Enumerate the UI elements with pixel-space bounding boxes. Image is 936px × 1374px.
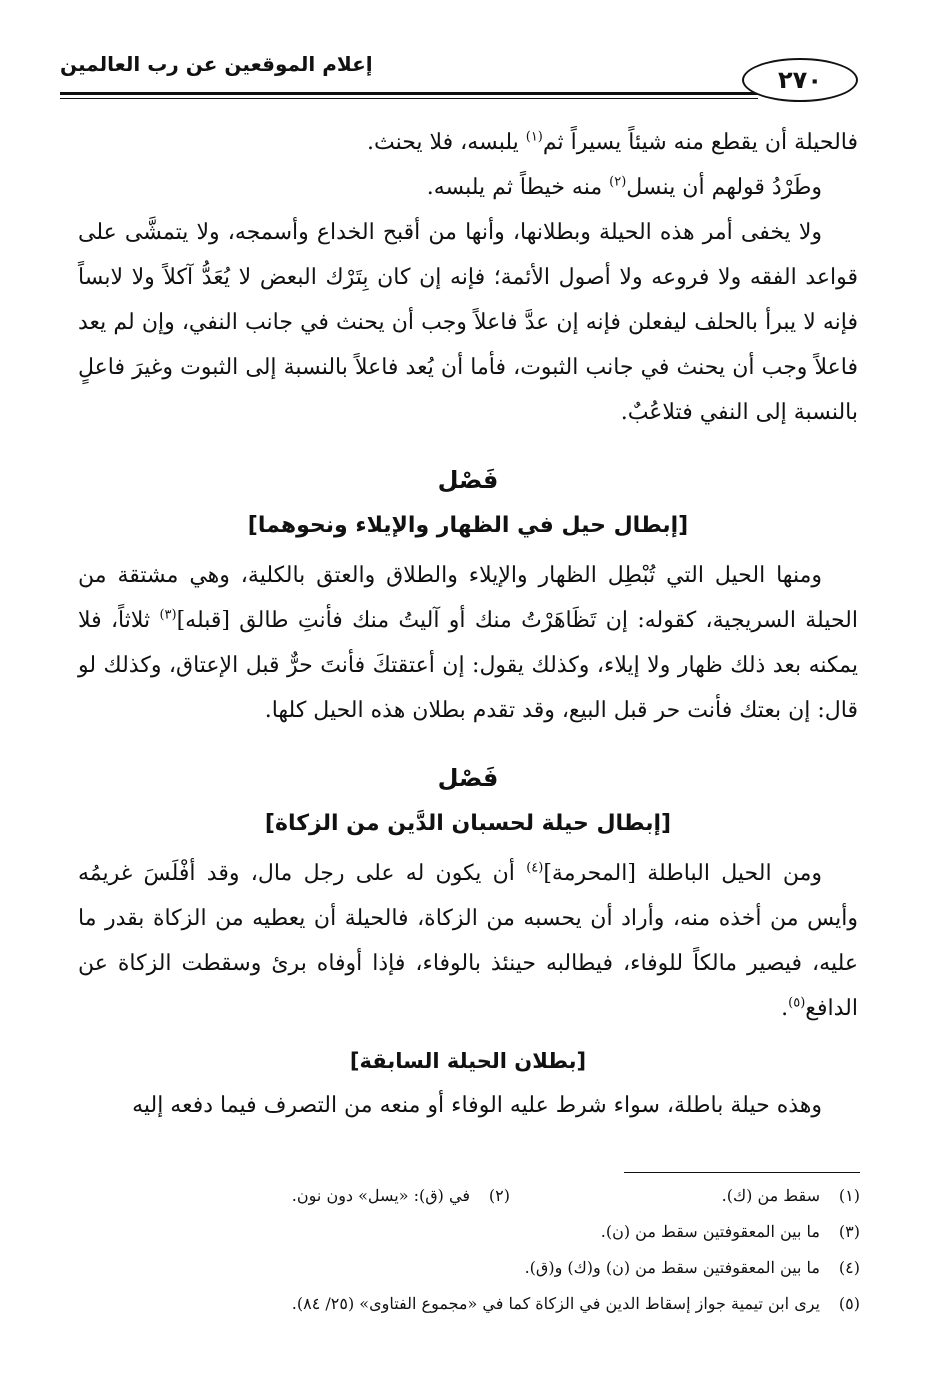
footnotes — [78, 1178, 860, 1322]
book-title: إعلام الموقعين عن رب العالمين — [60, 52, 373, 76]
paragraph-text: فالحيلة أن يقطع منه شيئاً يسيراً ثم — [542, 130, 858, 155]
paragraph-text: ومن الحيل الباطلة [المحرمة] — [543, 861, 822, 886]
paragraph-text: . — [781, 996, 789, 1021]
paragraph — [78, 553, 858, 733]
paragraph-text: يلبسه، فلا يحنث. — [366, 130, 526, 155]
footnote-text: ما بين المعقوفتين سقط من (ن) و(ك) و(ق). — [524, 1258, 820, 1277]
header-rule — [60, 92, 758, 95]
footnote-ref: (٢) — [609, 174, 627, 190]
footnote-number: (٤) — [838, 1258, 860, 1277]
paragraph — [78, 165, 858, 210]
footnote-number: (٥) — [838, 1294, 860, 1313]
footnote-ref: (٣) — [159, 607, 177, 623]
footnote-text: في (ق): «يسل» دون نون. — [291, 1186, 470, 1205]
footnote-ref: (١) — [525, 129, 543, 145]
paragraph-text: منه خيطاً ثم يلبسه. — [426, 175, 610, 200]
footnote-ref: (٥) — [788, 995, 806, 1011]
page-body — [78, 120, 858, 1128]
footnote — [601, 1214, 860, 1250]
paragraph — [78, 120, 858, 165]
section-marker: فَصْل — [437, 764, 499, 792]
paragraph-text: ومنها الحيل التي تُبْطِل الظهار والإيلاء والطلاق والعتق بالكلية، وهي مشتقة من الحيلة السريجية، كقوله: إن تَظَاهَرْتُ منك أو آليتُ منك فأنتِ طالق [قبله] — [78, 563, 858, 633]
footnote-row — [78, 1286, 860, 1322]
paragraph-text: ثلاثاً، فلا يمكنه بعد ذلك ظهار ولا إيلاء، وكذلك يقول: إن أعتقتكَ فأنتَ حرٌّ قبل الإعتاق، وكذلك لو قال: إن بعتك فأنت حر قبل البيع، وقد تقدم بطلان هذه الحيل كلها. — [78, 608, 858, 723]
footnote-text: يرى ابن تيمية جواز إسقاط الدين في الزكاة كما في «مجموع الفتاوى» (٢٥/ ٨٤). — [291, 1294, 820, 1313]
section-marker: فَصْل — [437, 466, 499, 494]
footnote-number: (١) — [838, 1186, 860, 1205]
paragraph — [78, 851, 858, 1031]
section-title: [إبطال حيلة لحسبان الدَّين من الزكاة] — [264, 811, 672, 836]
page-number: ٢٧٠ — [742, 58, 858, 102]
footnote-separator — [624, 1172, 860, 1173]
paragraph: ولا يخفى أمر هذه الحيلة وبطلانها، وأنها من أقبح الخداع وأسمجه، ولا يتمشَّى على قواعد الفقه ولا فروعه ولا أصول الأئمة؛ فإنه إن كان بِتَرْك البعض لا يُعَدُّ آكلاً ولا لابساً فإنه لا يبرأ بالحلف ليفعلن فإنه إن عدَّ فاعلاً وجب أن يحنث في جانب النفي، وإن لم يعد فاعلاً وجب أن يحنث في جانب الثبوت، فأما أن يُعد فاعلاً بالنسبة إلى الثبوت وغيرَ فاعلٍ بالنسبة إلى النفي فتلاعُبٌ. — [78, 220, 858, 425]
subsection-title: [بطلان الحيلة السابقة] — [349, 1049, 587, 1073]
footnote-text: سقط من (ك). — [721, 1186, 820, 1205]
paragraph-text: وطَرْدُ قولهم أن ينسل — [626, 175, 822, 200]
footnote-row — [78, 1214, 860, 1250]
footnote — [510, 1178, 860, 1214]
paragraph-text: أن يكون له على رجل مال، وقد أفْلَسَ غريمُه وأيس من أخذه منه، وأراد أن يحسبه من الزكاة، فالحيلة أن يعطيه من الزكاة بقدر ما عليه، فيصير مالكاً للوفاء، فيطالبه حينئذ بالوفاء، فإذا أوفاه برئ وسقطت الزكاة عن الدافع — [78, 861, 858, 1021]
footnote — [525, 1250, 860, 1286]
header-rule-thin — [60, 98, 758, 99]
footnote — [292, 1178, 510, 1214]
page-header — [60, 52, 858, 112]
footnote-ref: (٤) — [526, 860, 544, 876]
footnote-text: ما بين المعقوفتين سقط من (ن). — [600, 1222, 820, 1241]
footnote-number: (٢) — [488, 1186, 510, 1205]
section-title: [إبطال حيل في الظهار والإيلاء ونحوهما] — [247, 513, 689, 538]
footnote-row — [78, 1178, 860, 1214]
footnote — [292, 1286, 860, 1322]
paragraph: وهذه حيلة باطلة، سواء شرط عليه الوفاء أو منعه من التصرف فيما دفعه إليه — [132, 1093, 822, 1118]
footnote-number: (٣) — [838, 1222, 860, 1241]
footnote-row — [78, 1250, 860, 1286]
